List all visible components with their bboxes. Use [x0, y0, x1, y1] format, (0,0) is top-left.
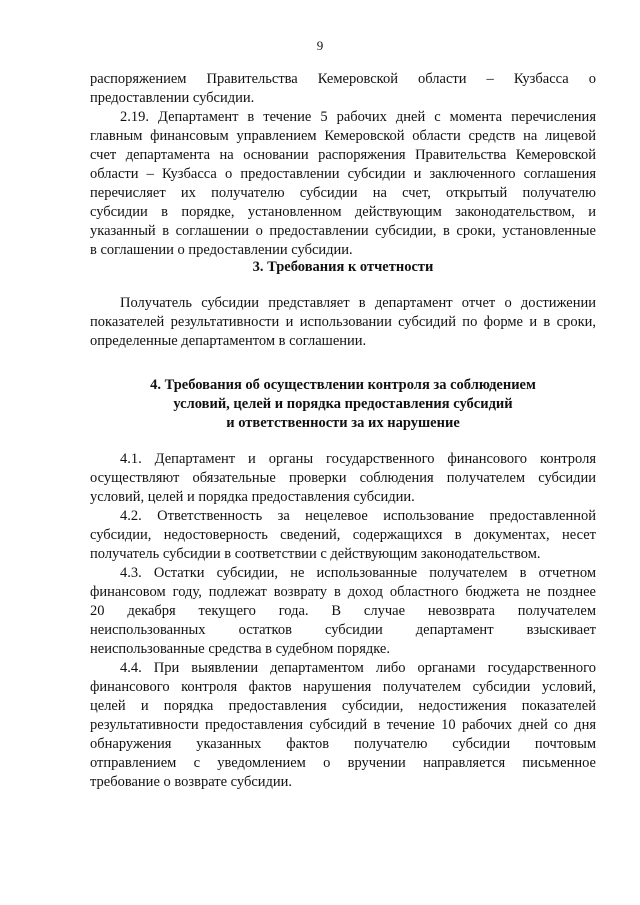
s3-line-1: Получатель субсидии представляет в департамент отчет о достижении: [120, 295, 596, 311]
p219-line-4: области – Кузбасса о предоставлении субсидии и заключенного соглашения: [90, 166, 596, 182]
p44-line-4: результативности предоставления субсидий в течение 10 рабочих дней со дня: [90, 717, 596, 733]
section-4-heading-line-2: условий, целей и порядка предоставления субсидий: [173, 396, 513, 412]
p41-line-2: осуществляют обязательные проверки соблюдения получателем субсидии: [90, 470, 596, 486]
p44-line-5: обнаружения указанных фактов получателю субсидии почтовым: [90, 736, 596, 752]
intro-line-1: распоряжением Правительства Кемеровской области – Кузбасса о: [90, 71, 596, 87]
p43-line-3: 20 декабря текущего года. В случае невозврата получателем: [90, 603, 596, 619]
p43-line-5: неиспользованные средства в судебном порядке.: [90, 641, 390, 657]
p44-line-1: 4.4. При выявлении департаментом либо органами государственного: [120, 660, 596, 676]
p44-line-7: требование о возврате субсидии.: [90, 774, 293, 790]
p219-line-6: субсидии в порядке, установленном действующим законодательством, и: [90, 204, 596, 220]
p44-line-2: финансового контроля фактов нарушения получателем субсидии условий,: [90, 679, 596, 695]
p219-line-7: указанный в соглашении о предоставлении субсидии, в сроки, установленные: [90, 223, 596, 239]
p219-line-8: в соглашении о предоставлении субсидии.: [90, 242, 353, 258]
p42-line-3: получатель субсидии в соответствии с действующим законодательством.: [90, 546, 541, 562]
p43-line-4: неиспользованных остатков субсидии департамент взыскивает: [90, 622, 596, 638]
page-number: 9: [316, 38, 324, 53]
section-4-heading-line-3: и ответственности за их нарушение: [226, 415, 460, 431]
p41-line-3: условий, целей и порядка предоставления субсидии.: [90, 489, 415, 505]
p219-line-3: счет департамента на основании распоряжения Правительства Кемеровской: [90, 147, 596, 163]
intro-line-2: предоставлении субсидии.: [90, 90, 255, 106]
s3-line-3: определенные департаментом в соглашении.: [90, 333, 367, 349]
p219-line-1: 2.19. Департамент в течение 5 рабочих дней с момента перечисления: [120, 109, 596, 125]
p44-line-3: целей и порядка предоставления субсидии, недостижения показателей: [90, 698, 596, 714]
s3-line-2: показателей результативности и использовании субсидий по форме и в сроки,: [90, 314, 596, 330]
p43-line-1: 4.3. Остатки субсидии, не использованные получателем в отчетном: [120, 565, 596, 581]
p219-line-5: перечисляет их получателю субсидии на счет, открытый получателю: [90, 185, 596, 201]
p42-line-2: субсидии, недостоверность сведений, содержащихся в документах, несет: [90, 527, 596, 543]
p42-line-1: 4.2. Ответственность за нецелевое использование предоставленной: [120, 508, 596, 524]
section-3-heading: 3. Требования к отчетности: [252, 259, 434, 275]
section-4-heading-line-1: 4. Требования об осуществлении контроля за соблюдением: [150, 377, 536, 393]
p219-line-2: главным финансовым управлением Кемеровской области средств на лицевой: [90, 128, 596, 144]
p41-line-1: 4.1. Департамент и органы государственного финансового контроля: [120, 451, 596, 467]
p43-line-2: финансовом году, подлежат возврату в доход областного бюджета не позднее: [90, 584, 596, 600]
p44-line-6: отправлением с уведомлением о вручении направляется письменное: [90, 755, 596, 771]
